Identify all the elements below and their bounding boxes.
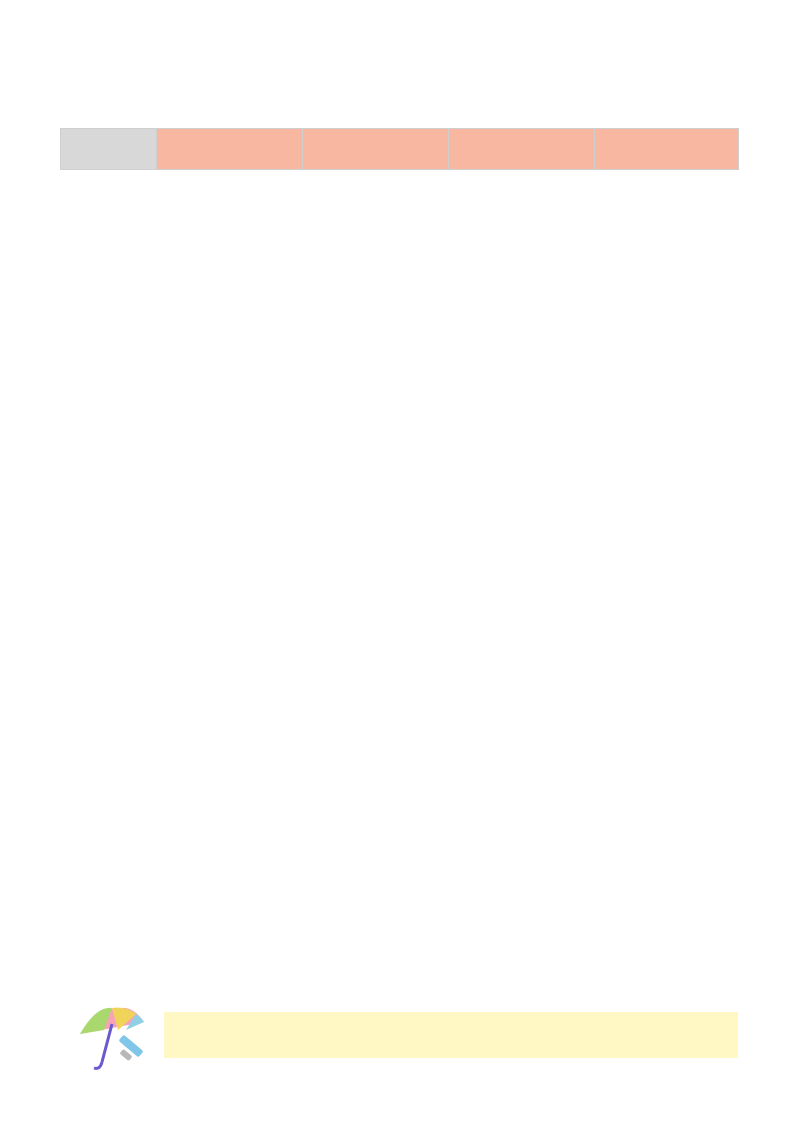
umbrella-icon xyxy=(74,1000,154,1076)
header-corner xyxy=(61,129,157,170)
notice-text xyxy=(164,1012,738,1058)
header-month xyxy=(157,129,303,170)
header-month xyxy=(303,129,449,170)
header-month xyxy=(449,129,595,170)
schedule-table xyxy=(60,128,739,170)
table-header-row xyxy=(61,129,739,170)
awning-decoration xyxy=(62,0,560,64)
header-month xyxy=(595,129,739,170)
